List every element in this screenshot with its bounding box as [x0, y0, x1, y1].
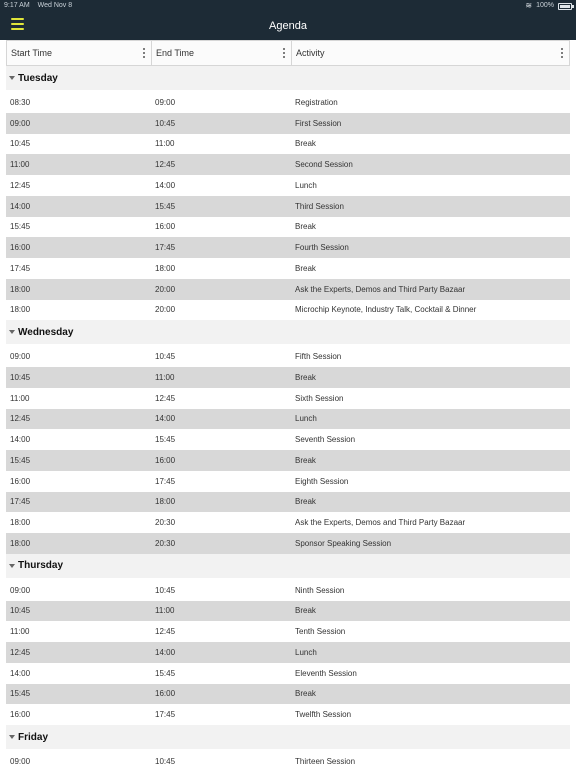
end-time-cell: 10:45 — [155, 756, 176, 766]
group-header-wednesday[interactable] — [6, 320, 570, 344]
activity-cell: Break — [295, 497, 316, 507]
activity-cell: Fourth Session — [295, 243, 349, 253]
activity-cell: Fifth Session — [295, 352, 342, 362]
group-header-thursday[interactable] — [6, 554, 570, 578]
end-time-cell: 12:45 — [155, 627, 176, 637]
start-time-cell: 18:00 — [10, 518, 31, 528]
start-time-cell: 08:30 — [10, 97, 31, 107]
start-time-cell: 14:00 — [10, 668, 31, 678]
start-time-cell: 16:00 — [10, 243, 31, 253]
activity-cell: Break — [295, 606, 316, 616]
end-time-cell: 17:45 — [155, 243, 176, 253]
table-row[interactable] — [6, 258, 570, 279]
column-menu-icon[interactable] — [561, 48, 563, 58]
column-header-label: End Time — [156, 48, 195, 58]
status-time: 9:17 AM — [4, 2, 30, 9]
start-time-cell: 11:00 — [10, 160, 30, 170]
start-time-cell: 12:45 — [10, 414, 31, 424]
activity-cell: Third Session — [295, 201, 344, 211]
table-row[interactable] — [6, 684, 570, 705]
end-time-cell: 16:00 — [155, 455, 176, 465]
table-row[interactable] — [6, 450, 570, 471]
end-time-cell: 20:00 — [155, 305, 176, 315]
status-bar — [0, 0, 576, 12]
start-time-cell: 14:00 — [10, 201, 31, 211]
end-time-cell: 10:45 — [155, 118, 176, 128]
table-row[interactable] — [6, 175, 570, 196]
page-title: Agenda — [269, 20, 307, 32]
start-time-cell: 17:45 — [10, 263, 31, 273]
table-row[interactable] — [6, 388, 570, 409]
start-time-cell: 11:00 — [10, 393, 30, 403]
caret-down-icon — [9, 330, 15, 334]
table-row[interactable] — [6, 134, 570, 155]
table-row[interactable] — [6, 217, 570, 238]
start-time-cell: 18:00 — [10, 305, 31, 315]
start-time-cell: 18:00 — [10, 538, 31, 548]
activity-cell: Break — [295, 372, 316, 382]
table-row[interactable] — [6, 237, 570, 258]
table-row[interactable] — [6, 429, 570, 450]
start-time-cell: 16:00 — [10, 476, 31, 486]
start-time-cell: 09:00 — [10, 352, 31, 362]
table-row[interactable] — [6, 621, 570, 642]
activity-cell: Eleventh Session — [295, 668, 357, 678]
table-row[interactable] — [6, 346, 570, 367]
table-row[interactable] — [6, 471, 570, 492]
start-time-cell: 12:45 — [10, 647, 31, 657]
start-time-cell: 14:00 — [10, 435, 31, 445]
group-label: Friday — [18, 731, 49, 743]
battery-icon — [558, 3, 572, 10]
start-time-cell: 10:45 — [10, 372, 31, 382]
end-time-cell: 12:45 — [155, 160, 176, 170]
agenda-grid[interactable] — [6, 40, 570, 768]
end-time-cell: 11:00 — [155, 606, 175, 616]
start-time-cell: 10:45 — [10, 606, 31, 616]
activity-cell: Second Session — [295, 160, 353, 170]
end-time-cell: 17:45 — [155, 710, 176, 720]
table-row[interactable] — [6, 92, 570, 113]
start-time-cell: 12:45 — [10, 180, 31, 190]
activity-cell: Seventh Session — [295, 435, 356, 445]
activity-cell: Tenth Session — [295, 627, 346, 637]
table-row[interactable] — [6, 279, 570, 300]
end-time-cell: 17:45 — [155, 476, 176, 486]
group-label: Thursday — [18, 560, 64, 572]
group-header-friday[interactable] — [6, 725, 570, 749]
start-time-cell: 18:00 — [10, 284, 31, 294]
table-row[interactable] — [6, 154, 570, 175]
end-time-cell: 11:00 — [155, 372, 175, 382]
caret-down-icon — [9, 735, 15, 739]
grid-header — [6, 40, 570, 66]
activity-cell: Break — [295, 689, 316, 699]
end-time-cell: 20:30 — [155, 518, 176, 528]
end-time-cell: 10:45 — [155, 352, 176, 362]
end-time-cell: 10:45 — [155, 585, 176, 595]
end-time-cell: 14:00 — [155, 647, 176, 657]
activity-cell: Twelfth Session — [295, 710, 352, 720]
column-header-label: Activity — [296, 48, 325, 58]
column-header-start-time[interactable] — [7, 41, 152, 65]
end-time-cell: 18:00 — [155, 263, 176, 273]
table-row[interactable] — [6, 492, 570, 513]
activity-cell: Thirteen Session — [295, 756, 356, 766]
start-time-cell: 17:45 — [10, 497, 31, 507]
end-time-cell: 15:45 — [155, 435, 176, 445]
start-time-cell: 09:00 — [10, 118, 31, 128]
start-time-cell: 09:00 — [10, 585, 31, 595]
table-row[interactable] — [6, 113, 570, 134]
end-time-cell: 16:00 — [155, 689, 176, 699]
navigation-bar — [0, 12, 576, 40]
start-time-cell: 15:45 — [10, 689, 31, 699]
start-time-cell: 16:00 — [10, 710, 31, 720]
table-row[interactable] — [6, 580, 570, 601]
column-header-activity[interactable] — [292, 41, 569, 65]
group-label: Wednesday — [18, 326, 74, 338]
table-row[interactable] — [6, 642, 570, 663]
end-time-cell: 12:45 — [155, 393, 176, 403]
end-time-cell: 11:00 — [155, 139, 175, 149]
group-header-tuesday[interactable] — [6, 66, 570, 90]
start-time-cell: 15:45 — [10, 222, 31, 232]
activity-cell: First Session — [295, 118, 342, 128]
activity-cell: Microchip Keynote, Industry Talk, Cocktail & Dinner — [295, 305, 477, 315]
table-row[interactable] — [6, 409, 570, 430]
battery-percent: 100% — [536, 2, 554, 9]
end-time-cell: 16:00 — [155, 222, 176, 232]
table-row[interactable] — [6, 196, 570, 217]
activity-cell: Break — [295, 139, 316, 149]
column-header-end-time[interactable] — [152, 41, 292, 65]
end-time-cell: 14:00 — [155, 414, 176, 424]
table-row[interactable] — [6, 704, 570, 725]
table-row[interactable] — [6, 601, 570, 622]
end-time-cell: 20:00 — [155, 284, 176, 294]
end-time-cell: 18:00 — [155, 497, 176, 507]
activity-cell: Sponsor Speaking Session — [295, 538, 392, 548]
table-row[interactable] — [6, 367, 570, 388]
end-time-cell: 14:00 — [155, 180, 176, 190]
activity-cell: Lunch — [295, 647, 317, 657]
column-menu-icon[interactable] — [283, 48, 285, 58]
end-time-cell: 09:00 — [155, 97, 176, 107]
end-time-cell: 15:45 — [155, 201, 176, 211]
table-row[interactable] — [6, 512, 570, 533]
activity-cell: Ninth Session — [295, 585, 345, 595]
table-row[interactable] — [6, 663, 570, 684]
activity-cell: Lunch — [295, 414, 317, 424]
grid-body — [6, 66, 570, 768]
start-time-cell: 15:45 — [10, 455, 31, 465]
activity-cell: Ask the Experts, Demos and Third Party Bazaar — [295, 518, 466, 528]
start-time-cell: 09:00 — [10, 756, 31, 766]
activity-cell: Lunch — [295, 180, 317, 190]
activity-cell: Sixth Session — [295, 393, 344, 403]
table-row[interactable] — [6, 533, 570, 554]
start-time-cell: 10:45 — [10, 139, 31, 149]
table-row[interactable] — [6, 751, 570, 768]
start-time-cell: 11:00 — [10, 627, 30, 637]
end-time-cell: 15:45 — [155, 668, 176, 678]
caret-down-icon — [9, 564, 15, 568]
activity-cell: Registration — [295, 97, 338, 107]
activity-cell: Eighth Session — [295, 476, 349, 486]
status-date: Wed Nov 8 — [37, 2, 73, 9]
end-time-cell: 20:30 — [155, 538, 176, 548]
caret-down-icon — [9, 76, 15, 80]
activity-cell: Ask the Experts, Demos and Third Party Bazaar — [295, 284, 466, 294]
group-label: Tuesday — [18, 72, 58, 84]
column-header-label: Start Time — [11, 48, 53, 58]
column-menu-icon[interactable] — [143, 48, 145, 58]
table-row[interactable] — [6, 300, 570, 321]
activity-cell: Break — [295, 222, 316, 232]
activity-cell: Break — [295, 263, 316, 273]
activity-cell: Break — [295, 455, 316, 465]
wifi-icon: ≋ — [525, 1, 533, 10]
